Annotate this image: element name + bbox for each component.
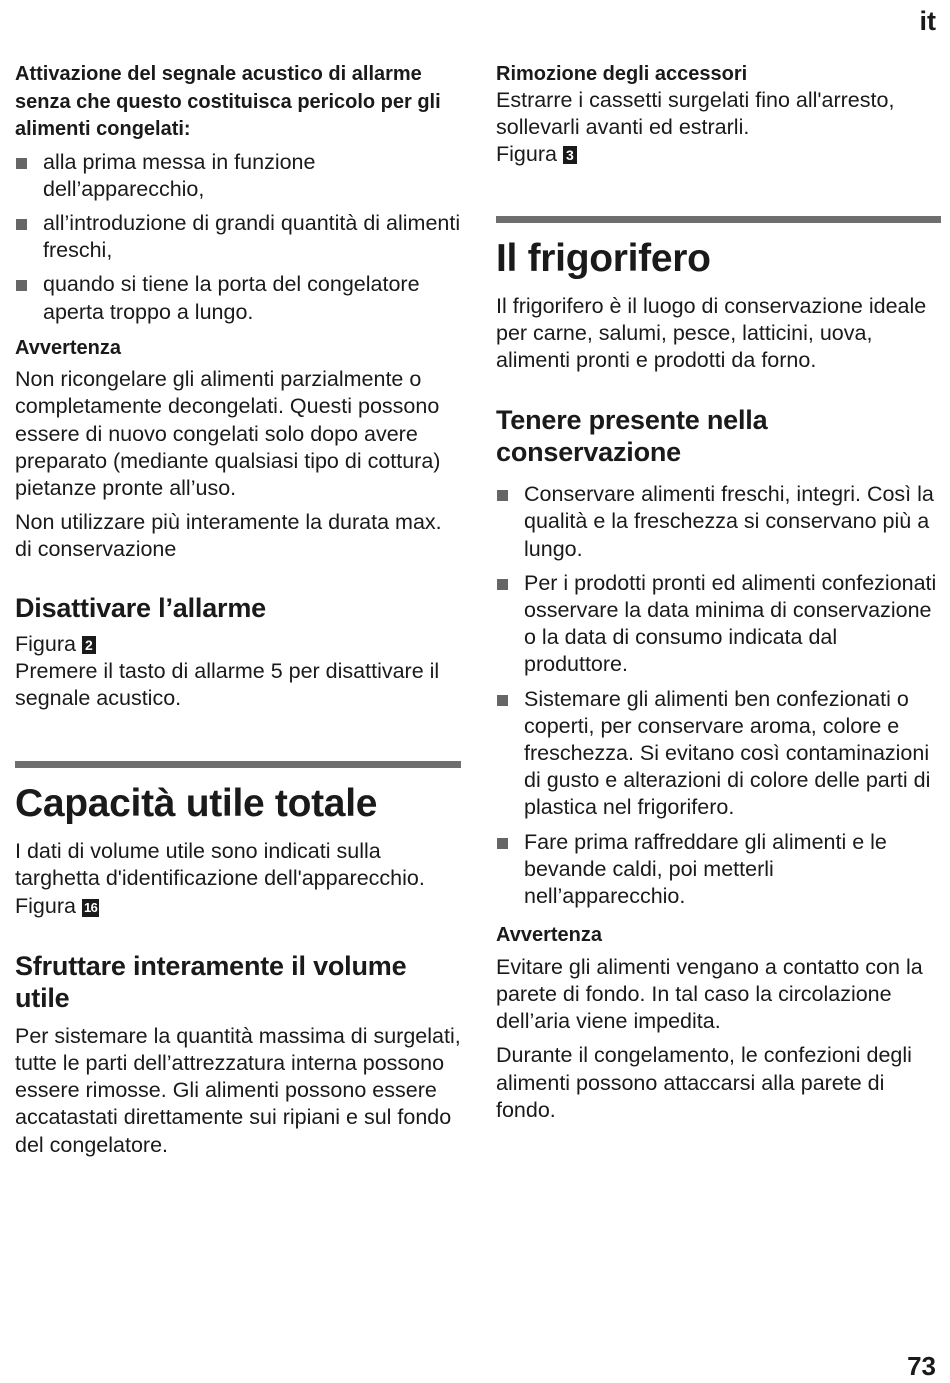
warning-text: Non ricongelare gli alimenti parzialmente o completamente decongelati. Questi possono essere di nuovo congelati solo dopo avere preparato (mediante qualsiasi tipo di cottura) pietanze pronte all’uso. xyxy=(15,367,441,501)
section-title: Il frigorifero xyxy=(496,236,711,280)
section-heading: Sfruttare interamente il volume utile xyxy=(15,950,407,1013)
warning-label: Avvertenza xyxy=(15,336,121,359)
body-text: Estrarre i cassetti surgelati fino all'arresto, sollevarli avanti ed estrarli. xyxy=(496,88,895,140)
list-item: Fare prima raffreddare gli alimenti e le bevande caldi, poi metterli nell’apparecchio. xyxy=(496,829,941,911)
figure-word: Figura xyxy=(496,142,557,167)
storage-list xyxy=(496,481,941,910)
list-item: Conservare alimenti freschi, integri. Così la qualità e la freschezza si conservano più a lungo. xyxy=(496,481,941,563)
figure-number-badge: 3 xyxy=(563,146,577,164)
body-text: Premere il tasto di allarme 5 per disattivare il segnale acustico. xyxy=(15,658,440,711)
section-heading: Disattivare l’allarme xyxy=(15,592,266,623)
page-number: 73 xyxy=(907,1351,936,1381)
list-item: alla prima messa in funzione dell’apparecchio, xyxy=(15,149,461,203)
figure-reference xyxy=(15,631,461,658)
warning-text: Non utilizzare più interamente la durata max. di conservazione xyxy=(15,510,442,562)
figure-word: Figura xyxy=(15,631,76,656)
warning-text: Evitare gli alimenti vengano a contatto con la parete di fondo. In tal caso la circolazione dell’aria viene impedita. xyxy=(496,954,923,1034)
warning-text: Durante il congelamento, le confezioni degli alimenti possono attaccarsi alla parete di fondo. xyxy=(496,1043,912,1122)
body-text: Per sistemare la quantità massima di surgelati, tutte le parti dell’attrezzatura interna possono essere rimosse. Gli alimenti possono essere accatastati direttamente sui ripiani e sul fondo del congelatore. xyxy=(15,1023,461,1157)
section-divider xyxy=(15,761,461,768)
section-title: Capacità utile totale xyxy=(15,782,378,826)
list-item: Per i prodotti pronti ed alimenti confezionati osservare la data minima di conservazione o la data di consumo indicata dal produttore. xyxy=(496,570,941,679)
left-column xyxy=(15,0,461,1159)
list-item: quando si tiene la porta del congelatore aperta troppo a lungo. xyxy=(15,271,461,325)
body-text xyxy=(15,838,461,920)
figure-number-badge: 16 xyxy=(83,899,98,915)
body-text: Il frigorifero è il luogo di conservazione ideale per carne, salumi, pesce, latticini, uova, alimenti pronti e prodotti da forno. xyxy=(496,293,927,373)
figure-number-badge: 2 xyxy=(82,636,96,654)
capacity-text: I dati di volume utile sono indicati sulla targhetta d'identificazione dell'apparecchio. Figura xyxy=(15,839,425,918)
warning-label: Avvertenza xyxy=(496,924,602,947)
removal-heading: Rimozione degli accessori xyxy=(496,63,748,85)
section-divider xyxy=(496,216,941,223)
right-column xyxy=(496,0,941,1124)
alarm-list xyxy=(15,149,461,326)
section-heading: Tenere presente nella conservazione xyxy=(496,405,768,468)
list-item: Sistemare gli alimenti ben confezionati o coperti, per conservare aroma, colore e freschezza. Si evitano così contaminazioni di gusto e alterazioni di colore delle parti di plastica nel frigorifero. xyxy=(496,686,941,822)
language-code: it xyxy=(919,6,936,36)
alarm-heading: Attivazione del segnale acustico di allarme senza che questo costituisca pericolo per gli alimenti congelati: xyxy=(15,63,441,140)
figure-reference xyxy=(496,141,941,168)
list-item: all’introduzione di grandi quantità di alimenti freschi, xyxy=(15,210,461,264)
